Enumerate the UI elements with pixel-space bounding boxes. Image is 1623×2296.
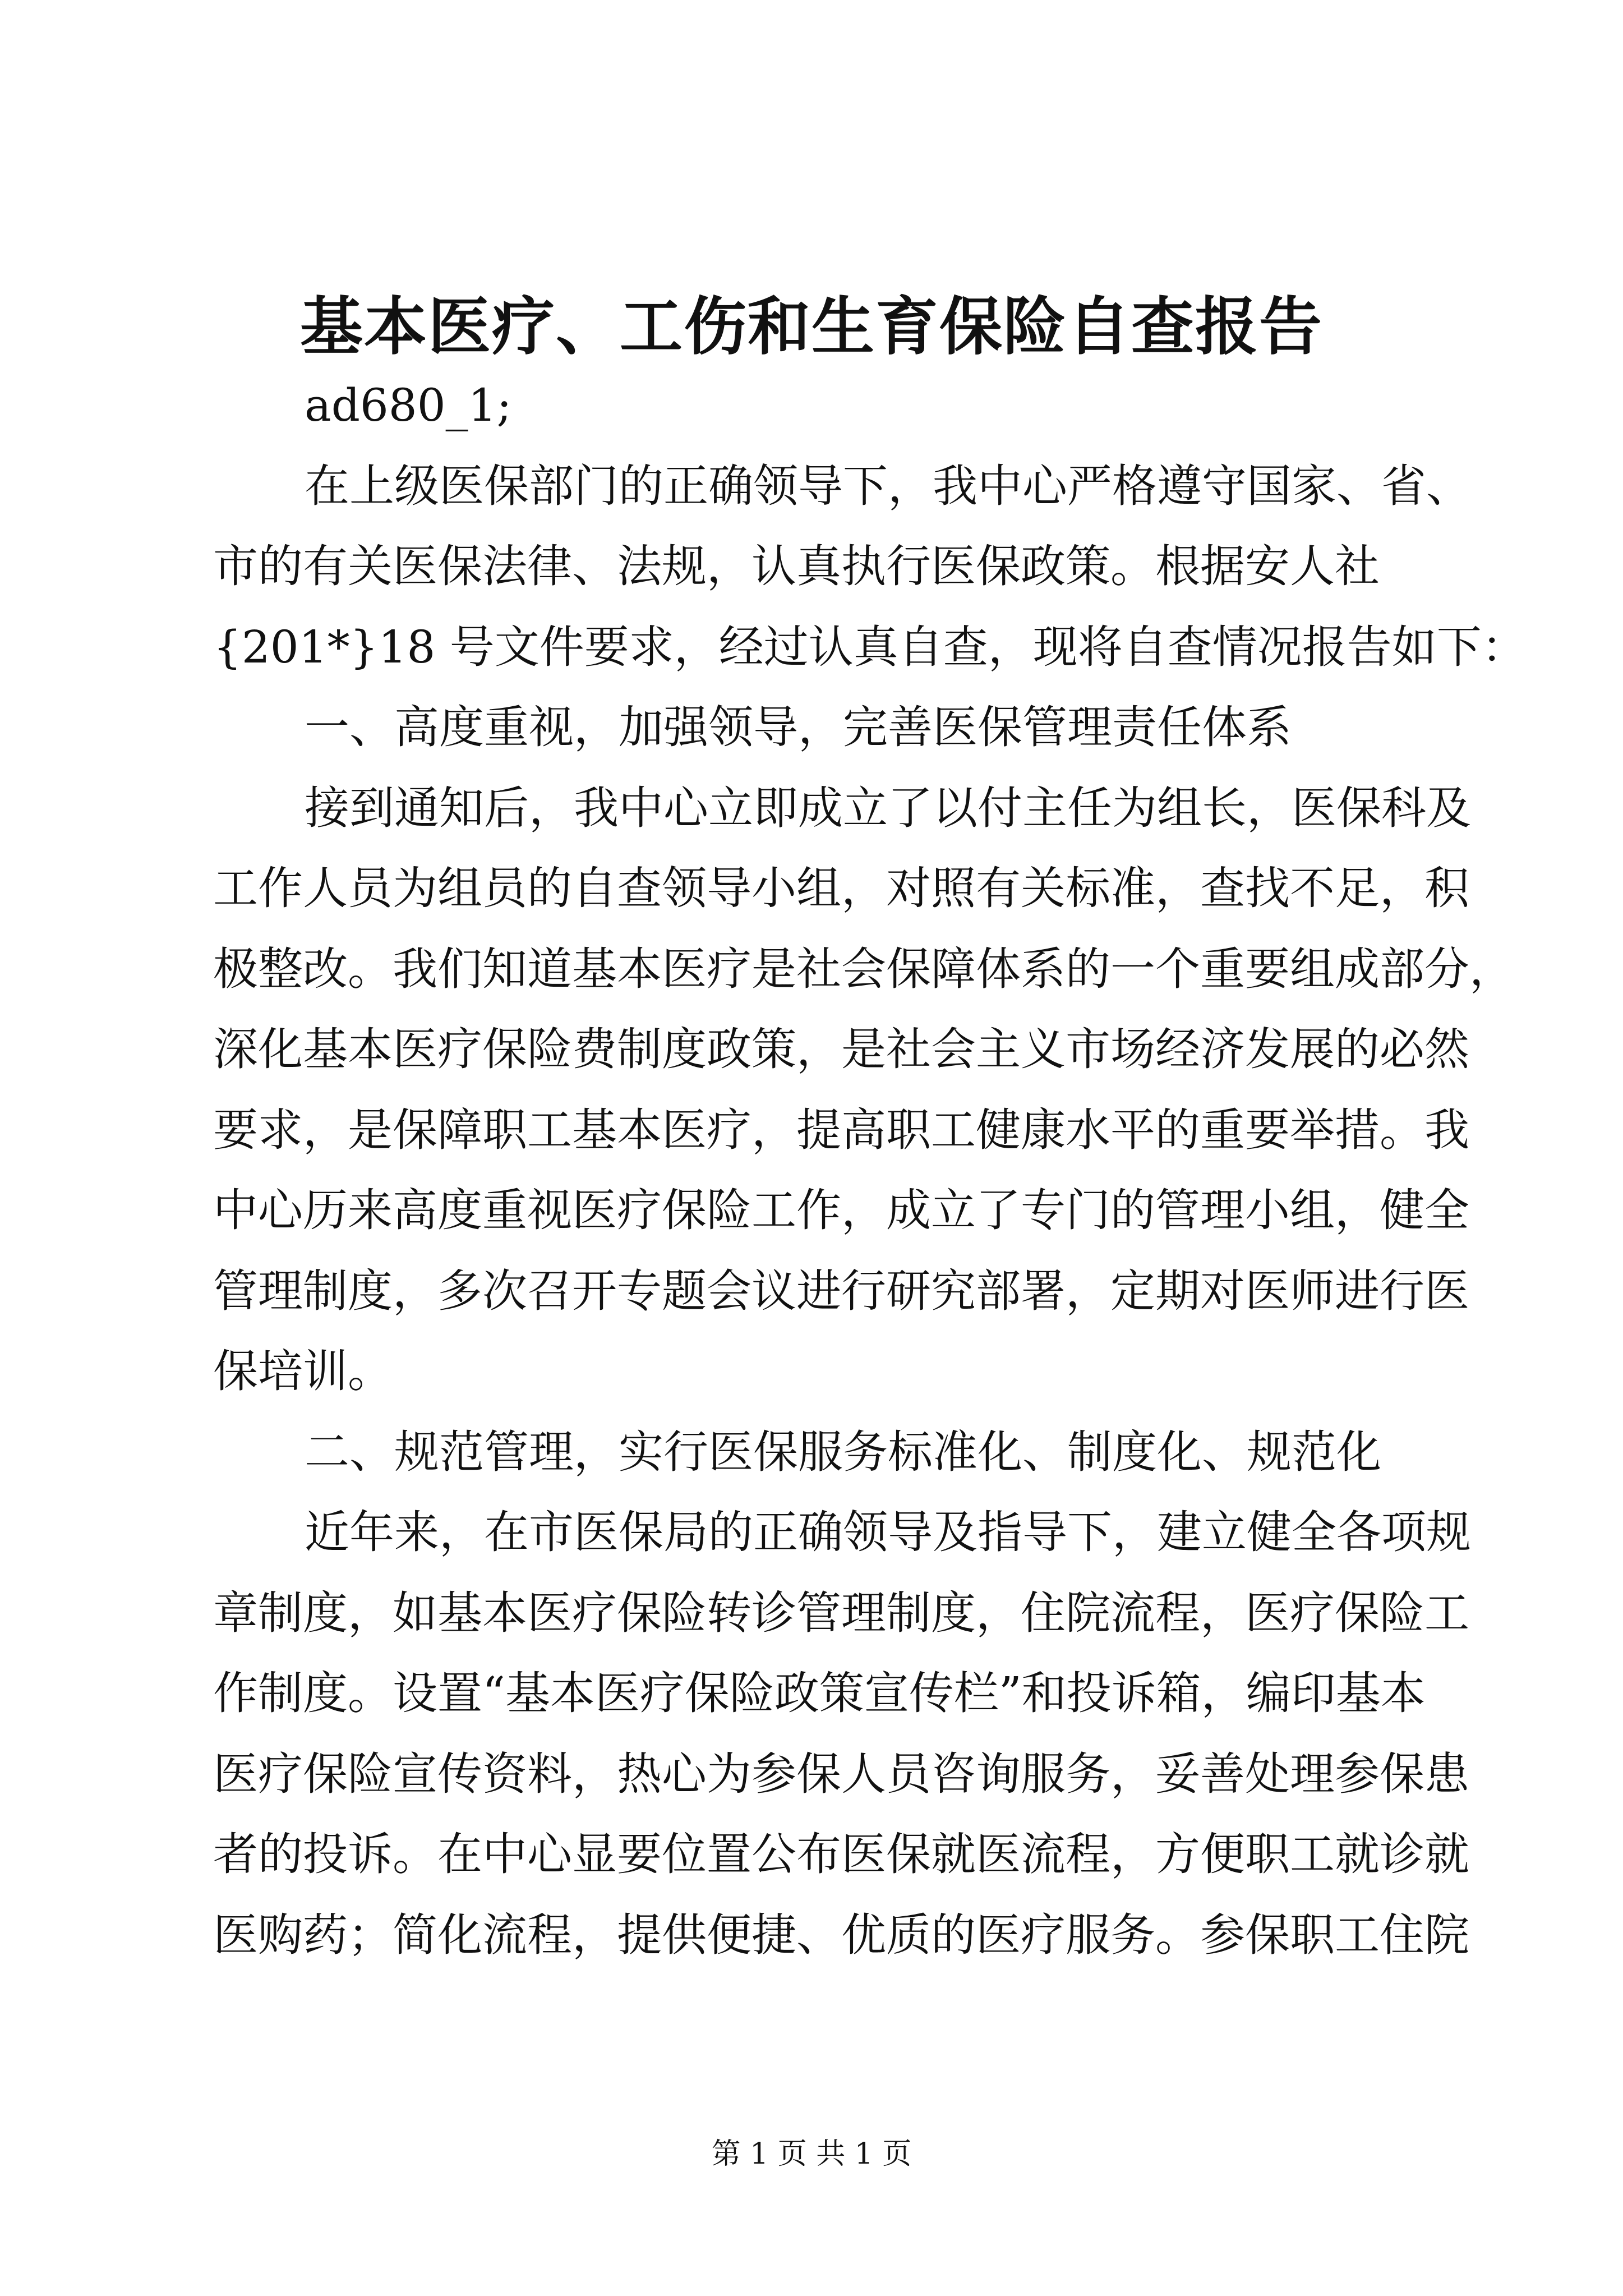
page-footer: 第 1 页 共 1 页 <box>711 2137 912 2171</box>
paragraph-line: 一、高度重视，加强领导，完善医保管理责任体系 <box>305 701 1292 753</box>
paragraph-line: 接到通知后，我中心立即成立了以付主任为组长，医保科及 <box>305 782 1471 834</box>
paragraph-line: {201*}18 号文件要求，经过认真自查，现将自查情况报告如下： <box>213 621 1527 673</box>
paragraph-line: 二、规范管理，实行医保服务标准化、制度化、规范化 <box>305 1426 1381 1478</box>
paragraph-line: 在上级医保部门的正确领导下，我中心严格遵守国家、省、 <box>305 460 1471 512</box>
paragraph-line: 中心历来高度重视医疗保险工作，成立了专门的管理小组，健全 <box>213 1184 1469 1236</box>
paragraph-line: 医购药；简化流程，提供便捷、优质的医疗服务。参保职工住院 <box>213 1909 1469 1961</box>
paragraph-line: 工作人员为组员的自查领导小组，对照有关标准，查找不足，积 <box>213 862 1469 914</box>
paragraph-line: ad680_1; <box>305 379 512 431</box>
paragraph-line: 极整改。我们知道基本医疗是社会保障体系的一个重要组成部分， <box>213 943 1514 995</box>
paragraph-line: 章制度，如基本医疗保险转诊管理制度，住院流程，医疗保险工 <box>213 1587 1469 1639</box>
paragraph-line: 管理制度，多次召开专题会议进行研究部署，定期对医师进行医 <box>213 1265 1469 1317</box>
paragraph-line: 者的投诉。在中心显要位置公布医保就医流程，方便职工就诊就 <box>213 1828 1469 1880</box>
paragraph-line: 作制度。设置“基本医疗保险政策宣传栏”和投诉箱，编印基本 <box>213 1667 1426 1719</box>
paragraph-line: 深化基本医疗保险费制度政策，是社会主义市场经济发展的必然 <box>213 1023 1469 1075</box>
document-title: 基本医疗、工伤和生育保险自查报告 <box>300 290 1323 364</box>
paragraph-line: 保培训。 <box>213 1345 393 1397</box>
paragraph-line: 要求，是保障职工基本医疗，提高职工健康水平的重要举措。我 <box>213 1104 1469 1156</box>
paragraph-line: 医疗保险宣传资料，热心为参保人员咨询服务，妥善处理参保患 <box>213 1748 1469 1800</box>
paragraph-line: 近年来，在市医保局的正确领导及指导下，建立健全各项规 <box>305 1506 1471 1558</box>
paragraph-line: 市的有关医保法律、法规，认真执行医保政策。根据安人社 <box>213 540 1380 592</box>
